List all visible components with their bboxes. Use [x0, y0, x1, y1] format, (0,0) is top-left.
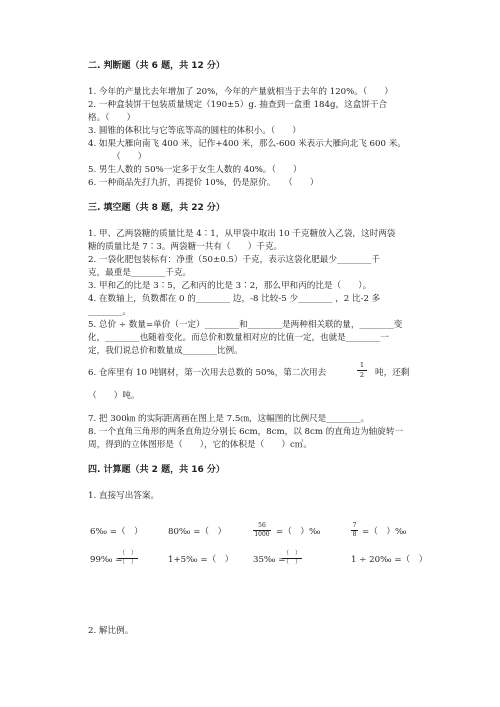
fraction-one-half	[357, 362, 367, 378]
calc-q2-title: 2. 解比例。	[88, 626, 134, 636]
judgement-line-1: 1. 今年的产量比去年增加了 20%，今年的产量就相当于去年的 120%。（ ）	[88, 87, 393, 97]
fill-line-10: 定，我们说总价和数量成________比例。	[88, 346, 243, 356]
judgement-line-2: 2. 一种盒装饼干包装质量规定（190±5）g. 抽查到一盒重 184g，这盒饼干合	[88, 100, 388, 110]
fraction-numerator: 1	[359, 361, 365, 369]
fraction-numerator: （ ）	[118, 550, 137, 557]
judgement-line-7: 5. 男生人数的 50%一定多于女生人数的 40%。（ ）	[88, 165, 302, 175]
section-title-fill-in: 三. 填空题（共 8 题，共 22 分）	[88, 203, 225, 213]
fraction-denominator: （ ）	[282, 559, 301, 566]
section-title-calculation: 四. 计算题（共 2 题，共 16 分）	[88, 465, 225, 475]
calc-2b: 1+5‰ =（ ）	[168, 555, 234, 565]
fill-line-11-tail: 吨，还剩	[375, 368, 410, 378]
fill-line-7: ________。	[88, 307, 131, 317]
judgement-line-3: 格。（ ）	[88, 113, 136, 123]
fill-line-11: 6. 仓库里有 10 吨钢材，第一次用去总数的 50%，第二次用去	[88, 368, 327, 378]
judgement-line-5: 4. 如果大雁向南飞 400 米，记作+400 米，那么-600 米表示大雁向北飞 600 米。	[88, 139, 406, 149]
calc-1b: 80‰ =（ ）	[168, 527, 227, 537]
fill-line-1: 1. 甲、乙两袋糖的质量比是 4∶1，从甲袋中取出 10 千克糖放入乙袋，这时两袋	[88, 229, 396, 239]
fraction-numerator: 7	[352, 522, 357, 529]
fill-line-5: 3. 甲和乙的比是 3∶5，乙和丙的比是 3∶2，那么甲和丙的比是（ ）。	[88, 281, 372, 291]
judgement-line-6: （ ）	[112, 152, 147, 162]
calc-q1-title: 1. 直接写出答案。	[88, 491, 160, 501]
fraction-numerator: 56	[258, 522, 266, 529]
fill-line-13: 7. 把 300㎞ 的实际距离画在图上是 7.5㎝，这幅图的比例尺是________。	[88, 414, 370, 424]
calc-2a-prefix: 99‰ =	[90, 555, 123, 565]
fill-line-4: 克，最重是________千克。	[88, 268, 192, 278]
fraction-56-1000	[253, 523, 271, 538]
fraction-denominator: （ ）	[118, 559, 137, 566]
calc-1a: 6‰ =（ ）	[90, 527, 143, 537]
calc-2c-prefix: 35‰ =	[253, 555, 286, 565]
fraction-numerator: （ ）	[282, 550, 301, 557]
fraction-7-8	[351, 523, 358, 538]
fraction-blank-a	[118, 551, 138, 566]
fill-line-15: 周，得到的立体图形是（ ），它的体积是（ ）c㎥。	[88, 440, 312, 450]
fraction-denominator: 2	[359, 370, 365, 379]
fraction-denominator: 8	[352, 531, 357, 538]
fill-line-14: 8. 一个直角三角形的两条直角边分别长 6cm，8cm，以 8cm 的直角边为轴旋转一	[88, 427, 404, 437]
fill-line-2: 糖的质量比是 7∶3。两袋糖一共有（ ）千克。	[88, 242, 283, 252]
fill-line-9: 化，________也随着变化。而总价和数量相对应的比值一定，也就是________一	[88, 333, 389, 343]
calc-1c-rest: =（ ）‰	[276, 527, 321, 537]
fraction-blank-c	[282, 551, 302, 566]
fill-line-12: （ ）吨。	[88, 391, 140, 401]
fill-line-6: 4. 在数轴上，负数都在 0 的________ 边，-8 比较-5 少________ ，2 比-2 多	[88, 294, 381, 304]
calc-2d: 1 ÷ 20‰ =（ ）	[351, 555, 428, 565]
fill-line-3: 2. 一袋化肥包装标有：净重（50±0.5）千克，表示这袋化肥最少________千	[88, 255, 380, 265]
judgement-line-8: 6. 一种商品先打九折，再提价 10%，仍是原价。 （ ）	[88, 178, 319, 188]
fraction-denominator: 1000	[254, 531, 270, 538]
section-title-judgement: 二. 判断题（共 6 题，共 12 分）	[88, 61, 225, 71]
calc-1d-rest: =（ ）‰	[362, 527, 407, 537]
fill-line-8: 5. 总价 ÷ 数量=单价（一定）________和________是两种相关联的量，________变	[88, 320, 403, 330]
judgement-line-4: 3. 圆锥的体积比与它等底等高的圆柱的体积小。（ ）	[88, 126, 301, 136]
